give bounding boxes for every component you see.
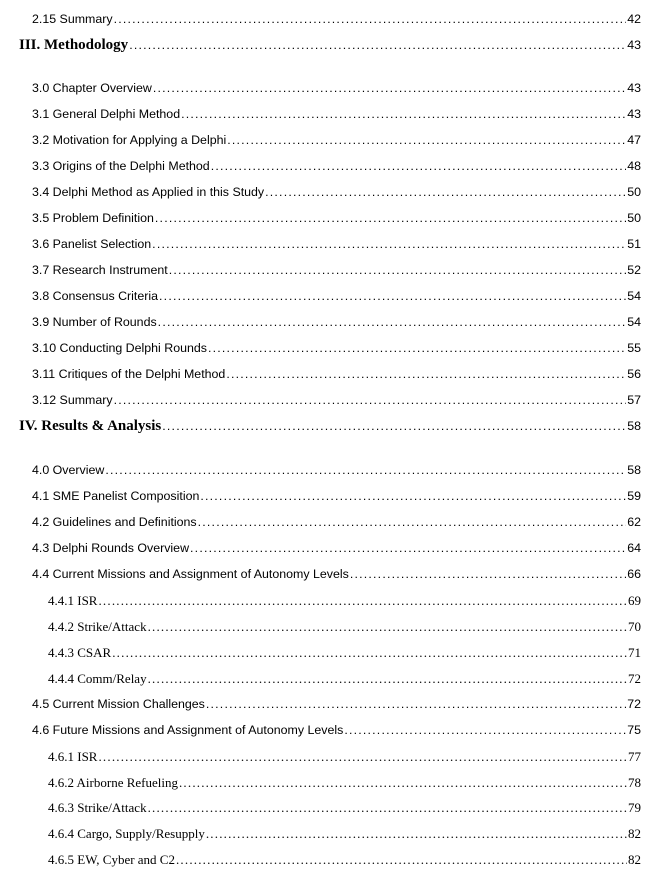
toc-entry (32, 159, 641, 173)
dot-leader (152, 237, 626, 251)
toc-subentry-page: 77 (628, 749, 641, 764)
toc-chapter-title: IV. Results & Analysis (19, 418, 162, 434)
toc-entry-title: 4.0 Overview (32, 463, 105, 477)
toc-subentry (48, 645, 641, 661)
toc-chapter-title: III. Methodology (19, 37, 129, 53)
dot-leader (350, 567, 626, 581)
toc-entry-title: 3.12 Summary (32, 393, 113, 407)
dot-leader (181, 107, 626, 121)
toc-entry (32, 237, 641, 251)
toc-entry (32, 393, 641, 407)
toc-entry (32, 263, 641, 277)
toc-entry-page: 54 (627, 289, 641, 303)
toc-entry-page: 48 (627, 159, 641, 173)
toc-entry-title: 3.8 Consensus Criteria (32, 289, 159, 303)
dot-leader (162, 419, 626, 433)
toc-entry (32, 515, 641, 529)
dot-leader (226, 367, 626, 381)
toc-entry-page: 43 (627, 81, 641, 95)
toc-subentry (48, 749, 641, 765)
toc-entry (32, 107, 641, 121)
toc-entry-page: 54 (627, 315, 641, 329)
toc-entry (32, 12, 641, 26)
toc-entry (32, 723, 641, 737)
toc-entry-title: 3.5 Problem Definition (32, 211, 154, 225)
toc-subentry (48, 593, 641, 609)
toc-subentry-page: 79 (628, 800, 641, 815)
toc-subentry (48, 671, 641, 687)
toc-entry-title: 3.7 Research Instrument (32, 263, 168, 277)
toc-subentry-page: 82 (628, 852, 641, 867)
toc-subentry (48, 775, 641, 791)
toc-entry-title: 3.3 Origins of the Delphi Method (32, 159, 210, 173)
toc-entry-page: 50 (627, 211, 641, 225)
dot-leader (190, 541, 626, 555)
toc-subentry-title: 4.4.4 Comm/Relay (48, 671, 147, 686)
dot-leader (155, 211, 626, 225)
toc-subentry-title: 4.6.4 Cargo, Supply/Resupply (48, 826, 205, 841)
dot-leader (112, 645, 627, 661)
toc-entry (32, 697, 641, 711)
toc-entry-title: 3.9 Number of Rounds (32, 315, 157, 329)
toc-entry-title: 3.4 Delphi Method as Applied in this Study (32, 185, 265, 199)
dot-leader (98, 593, 627, 609)
dot-leader (159, 289, 626, 303)
toc-subentry-page: 70 (628, 619, 641, 634)
dot-leader (98, 749, 627, 765)
toc-entry-page: 43 (627, 107, 641, 121)
toc-chapter-page: 43 (627, 38, 641, 52)
toc-chapter-page: 58 (627, 419, 641, 433)
toc-subentry-page: 78 (628, 775, 641, 790)
dot-leader (176, 852, 627, 868)
toc-entry-title: 3.1 General Delphi Method (32, 107, 181, 121)
toc-subentry-page: 69 (628, 593, 641, 608)
toc-entry-title: 4.6 Future Missions and Assignment of Autonomy Levels (32, 723, 344, 737)
dot-leader (200, 489, 626, 503)
dot-leader (227, 133, 626, 147)
toc-entry-page: 51 (627, 237, 641, 251)
toc-entry (32, 211, 641, 225)
toc-entry (32, 133, 641, 147)
dot-leader (148, 671, 627, 687)
toc-subentry (48, 800, 641, 816)
dot-leader (198, 515, 627, 529)
dot-leader (114, 12, 627, 26)
toc-entry (32, 567, 641, 581)
dot-leader (129, 38, 626, 52)
toc-subentry-title: 4.4.3 CSAR (48, 645, 112, 660)
toc-subentry-page: 71 (628, 645, 641, 660)
toc-entry-title: 3.2 Motivation for Applying a Delphi (32, 133, 227, 147)
dot-leader (148, 800, 627, 816)
toc-subentry-title: 4.6.1 ISR (48, 749, 98, 764)
toc-entry-page: 55 (627, 341, 641, 355)
toc-entry-page: 56 (627, 367, 641, 381)
toc-entry-page: 47 (627, 133, 641, 147)
toc-entry-page: 52 (627, 263, 641, 277)
toc-subentry-page: 72 (628, 671, 641, 686)
toc-chapter (19, 418, 641, 435)
toc-entry (32, 185, 641, 199)
toc-entry (32, 463, 641, 477)
toc-entry-title: 4.2 Guidelines and Definitions (32, 515, 197, 529)
toc-entry-page: 66 (627, 567, 641, 581)
toc-entry (32, 489, 641, 503)
toc-subentry-title: 4.4.2 Strike/Attack (48, 619, 147, 634)
toc-entry-title: 3.6 Panelist Selection (32, 237, 152, 251)
toc-chapter (19, 37, 641, 54)
toc-entry-page: 59 (627, 489, 641, 503)
dot-leader (206, 826, 627, 842)
dot-leader (211, 159, 627, 173)
toc-entry-page: 58 (627, 463, 641, 477)
toc-subentry-title: 4.6.5 EW, Cyber and C2 (48, 852, 175, 867)
toc-entry (32, 541, 641, 555)
dot-leader (206, 697, 626, 711)
dot-leader (169, 263, 627, 277)
toc-subentry (48, 619, 641, 635)
toc-subentry-title: 4.6.2 Airborne Refueling (48, 775, 178, 790)
dot-leader (265, 185, 626, 199)
toc-entry (32, 367, 641, 381)
toc-entry (32, 341, 641, 355)
dot-leader (114, 393, 627, 407)
dot-leader (153, 81, 626, 95)
dot-leader (179, 775, 627, 791)
dot-leader (148, 619, 627, 635)
toc-entry-page: 64 (627, 541, 641, 555)
toc-subentry (48, 826, 641, 842)
toc-subentry-title: 4.6.3 Strike/Attack (48, 800, 147, 815)
toc-entry-title: 3.10 Conducting Delphi Rounds (32, 341, 207, 355)
dot-leader (105, 463, 626, 477)
toc-entry-title: 3.0 Chapter Overview (32, 81, 152, 95)
toc-entry-page: 57 (627, 393, 641, 407)
toc-entry-page: 75 (627, 723, 641, 737)
toc-subentry-title: 4.4.1 ISR (48, 593, 98, 608)
toc-entry (32, 81, 641, 95)
toc-subentry-page: 82 (628, 826, 641, 841)
toc-entry-title: 4.5 Current Mission Challenges (32, 697, 205, 711)
toc-subentry (48, 852, 641, 868)
toc-entry (32, 289, 641, 303)
toc-entry-page: 42 (627, 12, 641, 26)
toc-entry-title: 3.11 Critiques of the Delphi Method (32, 367, 226, 381)
toc-entry-page: 62 (627, 515, 641, 529)
toc-entry-page: 50 (627, 185, 641, 199)
toc-entry-page: 72 (627, 697, 641, 711)
dot-leader (208, 341, 626, 355)
toc-entry (32, 315, 641, 329)
toc-entry-title: 2.15 Summary (32, 12, 113, 26)
dot-leader (344, 723, 626, 737)
toc-entry-title: 4.3 Delphi Rounds Overview (32, 541, 190, 555)
toc-entry-title: 4.4 Current Missions and Assignment of Autonomy Levels (32, 567, 349, 581)
dot-leader (158, 315, 627, 329)
toc-entry-title: 4.1 SME Panelist Composition (32, 489, 200, 503)
